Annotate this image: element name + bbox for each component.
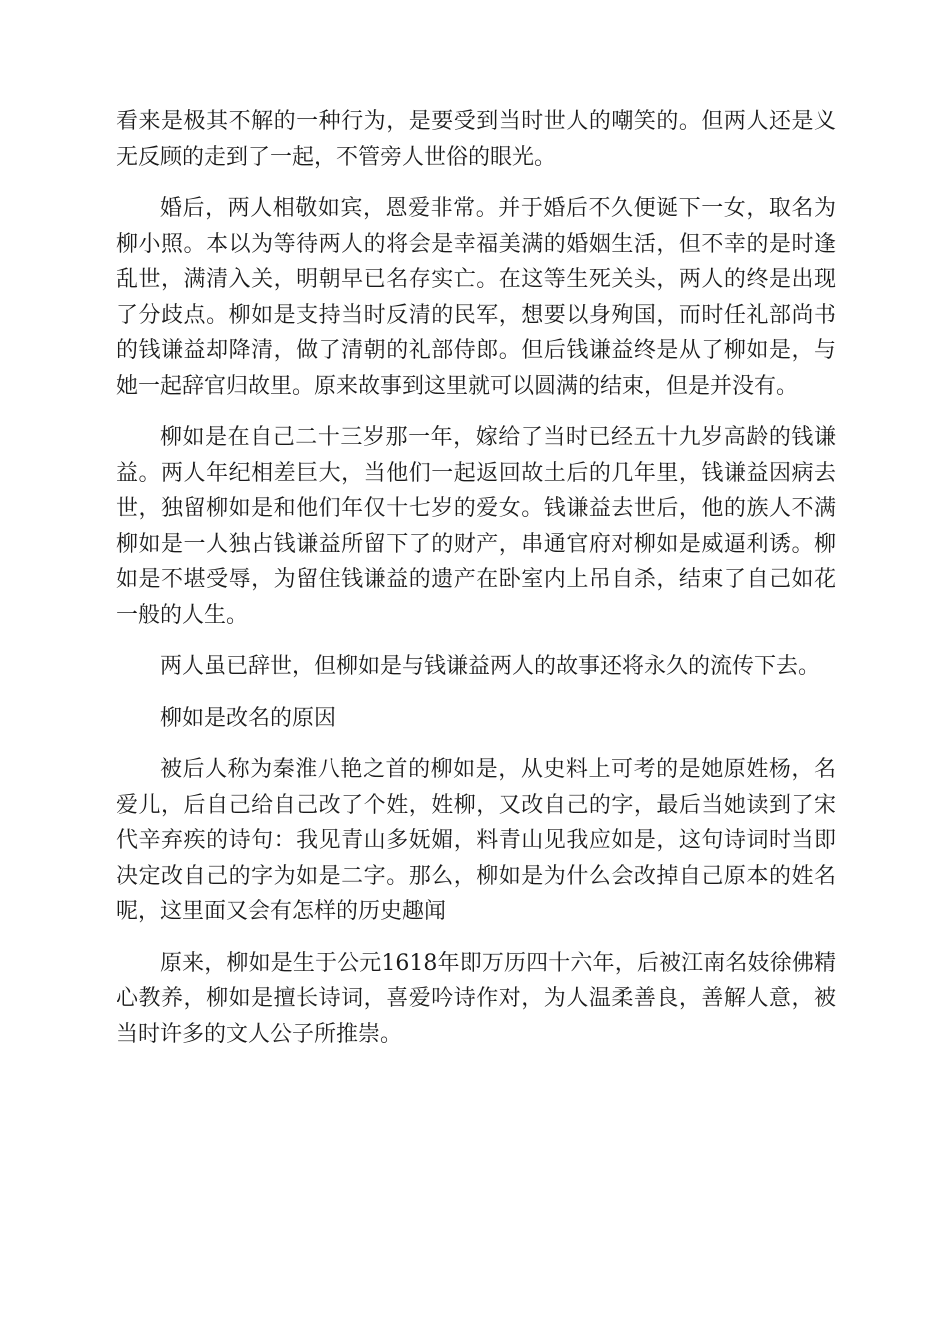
document-body — [116, 104, 836, 1068]
paragraph-name-origin: 被后人称为秦淮八艳之首的柳如是，从史料上可考的是她原姓杨，名爱儿，后自己给自己改了个姓，姓柳，又改自己的字，最后当她读到了宋代辛弃疾的诗句：我见青山多妩媚，料青山见我应如是，这句诗词时当即决定改自己的字为如是二字。那么，柳如是为什么会改掉自己原本的姓名呢，这里面又会有怎样的历史趣闻 — [116, 757, 836, 924]
paragraph-continued: 看来是极其不解的一种行为，是要受到当时世人的嘲笑的。但两人还是义无反顾的走到了一起，不管旁人世俗的眼光。 — [116, 109, 836, 170]
paragraph-legacy: 两人虽已辞世，但柳如是与钱谦益两人的故事还将永久的流传下去。 — [160, 654, 821, 679]
paragraph-marriage: 婚后，两人相敬如宾，恩爱非常。并于婚后不久便诞下一女，取名为柳小照。本以为等待两人的将会是幸福美满的婚姻生活，但不幸的是时逢乱世，满清入关，明朝早已名存实亡。在这等生死关头，两人的终是出现了分歧点。柳如是支持当时反清的民军，想要以身殉国，而时任礼部尚书的钱谦益却降清，做了清朝的礼部侍郎。但后钱谦益终是从了柳如是，与她一起辞官归故里。原来故事到这里就可以圆满的结束，但是并没有。 — [116, 196, 836, 399]
paragraph-birth: 原来，柳如是生于公元1618年即万历四十六年，后被江南名妓徐佛精心教养，柳如是擅长诗词，喜爱吟诗作对，为人温柔善良，善解人意，被当时许多的文人公子所推崇。 — [116, 950, 836, 1047]
paragraph-death: 柳如是在自己二十三岁那一年，嫁给了当时已经五十九岁高龄的钱谦益。两人年纪相差巨大，当他们一起返回故土后的几年里，钱谦益因病去世，独留柳如是和他们年仅十七岁的爱女。钱谦益去世后，他的族人不满柳如是一人独占钱谦益所留下了的财产，串通官府对柳如是威逼利诱。柳如是不堪受辱，为留住钱谦益的遗产在卧室内上吊自杀，结束了自己如花一般的人生。 — [116, 425, 836, 628]
section-heading: 柳如是改名的原因 — [160, 705, 337, 731]
